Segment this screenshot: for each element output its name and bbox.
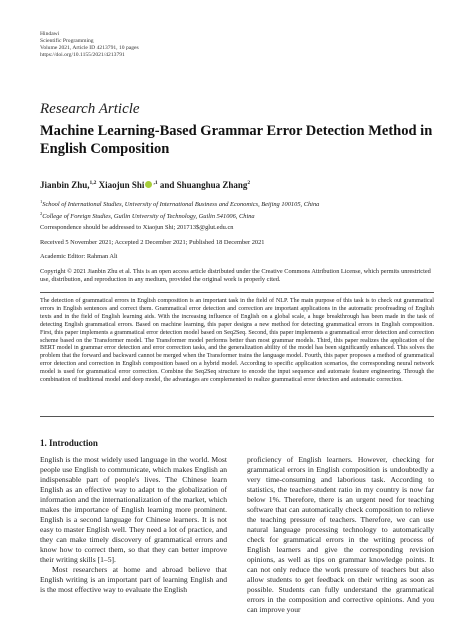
abstract: The detection of grammatical errors in English composition is an important task in the field of NLP. The main purpose of this task is to check out grammatical errors in English sentences and correct them. Grammatical error detection and correction are important applications in the automatic proofreading of English texts and in the field of English learning aids. With the increasing influence of English on a global scale, a huge breakthrough has been made in the task of detecting English grammatical errors. Based on machine learning, this paper designs a new method for detecting grammatical errors in English composition. First, this paper implements a grammatical error detection model based on Seq2Seq. Second, this paper implements a grammatical error detection and correction scheme based on the Transformer model. The Transformer model performs better than most grammar models. Third, this paper realizes the application of the BERT model in grammar error detection and error correction tasks, and the generalization ability of the model has been significantly enhanced. This solves the problem that the forward and backward cannot be merged when the Transformer trains the language model. Fourth, this paper proposes a method of grammatical error detection and correction in English composition based on a hybrid model. According to specific application scenarios, the corresponding neural network model is used for grammatical error correction. Combine the Seq2Seq structure to encode the input sequence and automate feature engineering. Through the combination of traditional model and deep model, the advantages are complemented to realize grammatical error detection and automatic correction. — [40, 298, 434, 384]
journal-doi[interactable]: https://doi.org/10.1155/2021/4213791 — [40, 52, 125, 58]
affiliation-2: $^2$College of Foreign Studies, Guilin University of Technology, Guilin 541006, China — [40, 210, 255, 220]
body-column-left — [40, 455, 227, 595]
publisher: Hindawi — [40, 31, 60, 37]
article-type: Research Article — [40, 101, 140, 117]
author-list — [40, 180, 250, 190]
author-1[interactable]: Jianbin Zhu,$^{1,2}$ — [40, 180, 97, 190]
author-3[interactable]: and Shuanghua Zhang$^2$ — [159, 180, 251, 190]
abstract-top-rule — [40, 292, 434, 293]
paragraph: Most researchers at home and abroad believe that English writing is an important part of learning English and is the most effective way to evaluate the English — [40, 565, 227, 594]
journal-volume: Volume 2021, Article ID 4213791, 10 pages — [40, 45, 139, 51]
body-column-right — [247, 455, 434, 615]
copyright-notice: Copyright © 2021 Jianbin Zhu et al. This is an open access article distributed under the Creative Commons Attribution License, which permits unrestricted use, distribution, and reproduction in any medium, provided the original work is properly cited. — [40, 268, 431, 284]
affiliation-1: $^1$School of International Studies, University of International Business and Economics, Beijing 100105, China — [40, 199, 320, 209]
academic-editor: Academic Editor: Rahman Ali — [40, 253, 118, 260]
abstract-bottom-rule — [40, 416, 434, 417]
paragraph: proficiency of English learners. However, checking for grammatical errors in English composition is undoubtedly a very time-consuming and laborious task. According to statistics, the teacher-student ratio in my country is now far below 1%. Therefore, there is an urgent need for teaching software that can automatically check composition to relieve the teaching pressure of teachers. Therefore, we can use natural language processing technology to automatically check for grammatical errors in the writing process of English learners and give the corresponding revision opinions, as well as tips on grammar knowledge points. It can not only reduce the work pressure of teachers but also allow students to get feedback on their writing as soon as possible. Students can fully understand the grammatical errors in the composition and corrective opinions. And you can improve your — [247, 455, 434, 614]
orcid-icon[interactable] — [145, 181, 152, 188]
section-heading: 1. Introduction — [40, 438, 98, 448]
paper-title: Machine Learning-Based Grammar Error Detection Method in English Composition — [40, 123, 433, 157]
paragraph: English is the most widely used language in the world. Most people use English to communicate, which makes English an indispensable part of people's lives. The Chinese learn English as an effective way to adapt to the globalization of information and the internationalization of the market, which makes the importance of English learning more prominent. English is a second language for Chinese learners. It is not easy to master English well. They need a lot of practice, and they can make timely discovery of grammatical errors and know how to correct them, so that they can better improve their writing skills [1–5]. — [40, 455, 227, 564]
publication-dates: Received 5 November 2021; Accepted 2 December 2021; Published 18 December 2021 — [40, 239, 265, 246]
affiliations — [40, 198, 319, 221]
journal-info — [40, 31, 139, 59]
journal-name: Scientific Programming — [40, 38, 94, 44]
author-2[interactable]: Xiaojun Shi $^{,1}$ — [98, 180, 158, 190]
correspondence: Correspondence should be addressed to Xiaojun Shi; 201713$@glut.edu.cn — [40, 224, 234, 231]
